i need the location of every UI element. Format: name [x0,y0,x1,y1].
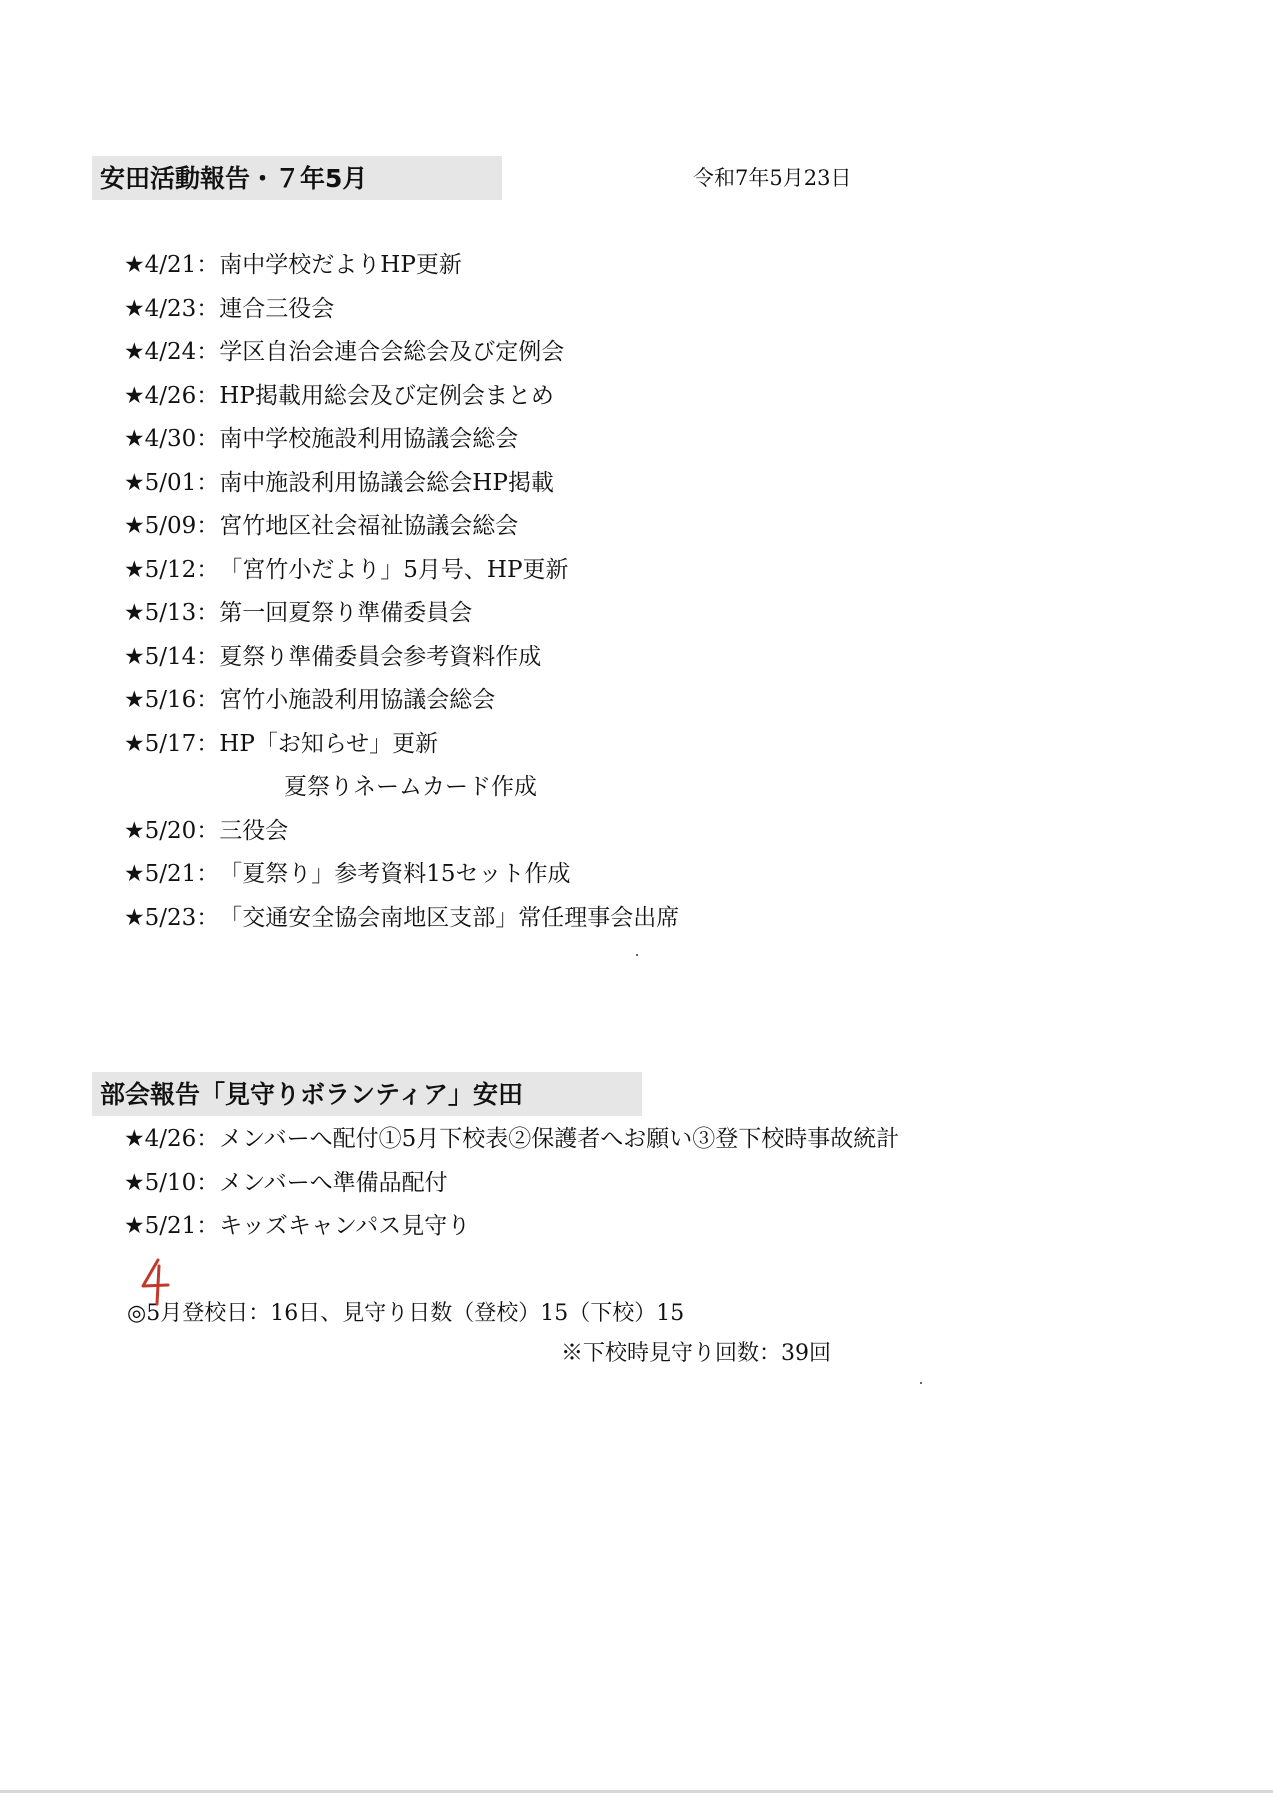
activity-date: ★4/23： [124,295,220,322]
attendance-summary [127,1294,684,1334]
activity-date: ★5/17： [124,730,220,757]
activity-date: ★5/09： [124,513,220,539]
list-item [124,288,679,332]
committee-text: メンバーへ準備品配付 [219,1169,448,1196]
activity-date: ★4/24： [124,339,220,365]
activity-date: ★5/20： [124,817,220,844]
list-item [124,549,679,593]
activity-date: ★4/21： [124,252,220,278]
activity-text: 「宮竹小だより」5月号、HP更新 [219,556,569,583]
list-item-continuation [124,766,679,810]
committee-list [124,1118,899,1249]
list-item [124,1118,899,1162]
list-item [124,853,679,897]
list-item [124,636,679,680]
dismissal-note: ※下校時見守り回数：39回 [561,1341,831,1366]
list-item [124,331,679,375]
activity-text: 三役会 [219,817,289,844]
committee-date: ★5/21： [124,1213,220,1239]
activity-date: ★4/26： [124,382,220,409]
scan-speck [920,1382,922,1384]
summary-month: 5 [146,1301,161,1326]
activity-text: 南中施設利用協議会総会HP掲載 [219,469,554,496]
scan-speck [636,954,638,956]
summary-text: 月登校日：16日、見守り日数（登校）15（下校）15 [160,1301,685,1326]
list-item [124,244,679,288]
activity-date: ★5/21： [124,861,220,887]
report-title: 安田活動報告・７年5月 [92,156,502,200]
scan-edge [0,1790,1273,1793]
activity-date: ★5/16： [124,687,220,713]
summary-prefix: ◎ [127,1301,147,1326]
activity-text: 第一回夏祭り準備委員会 [219,600,473,626]
activity-list [124,244,679,940]
activity-date: ★5/23： [124,904,220,931]
list-item [124,1162,899,1206]
list-item [124,897,679,941]
list-item [124,723,679,767]
committee-date: ★5/10： [124,1169,220,1196]
handwritten-correction-mark [138,1256,172,1308]
activity-date: ★4/30： [124,426,220,452]
list-item [124,679,679,723]
list-item [124,505,679,549]
activity-text: 宮竹地区社会福祉協議会総会 [219,513,519,539]
activity-date: ★5/01： [124,469,220,496]
committee-text: メンバーへ配付①5月下校表②保護者へお願い③登下校時事故統計 [219,1126,900,1152]
report-date: 令和7年5月23日 [693,166,852,190]
activity-text: 南中学校施設利用協議会総会 [219,426,519,452]
activity-text: 「交通安全協会南地区支部」常任理事会出席 [219,904,680,931]
list-item [124,592,679,636]
list-item [124,810,679,854]
activity-text: HP掲載用総会及び定例会まとめ [219,382,554,409]
activity-text: 学区自治会連合会総会及び定例会 [219,339,565,365]
activity-text: 連合三役会 [219,295,335,322]
list-item [124,418,679,462]
activity-date: ★5/13： [124,600,220,626]
committee-title: 部会報告「見守りボランティア」安田 [92,1072,642,1116]
list-item [124,1205,899,1249]
activity-date: ★5/12： [124,556,220,583]
list-item [124,375,679,419]
activity-text: 南中学校だよりHP更新 [219,252,462,278]
activity-date: ★5/14： [124,643,220,670]
activity-text: 「夏祭り」参考資料15セット作成 [219,861,571,887]
committee-text: キッズキャンパス見守り [219,1213,471,1239]
list-item [124,462,679,506]
activity-text: 夏祭りネームカード作成 [284,774,537,800]
activity-text: 宮竹小施設利用協議会総会 [219,687,496,713]
activity-text: HP「お知らせ」更新 [219,730,439,757]
activity-text: 夏祭り準備委員会参考資料作成 [219,643,542,670]
committee-date: ★4/26： [124,1126,220,1152]
